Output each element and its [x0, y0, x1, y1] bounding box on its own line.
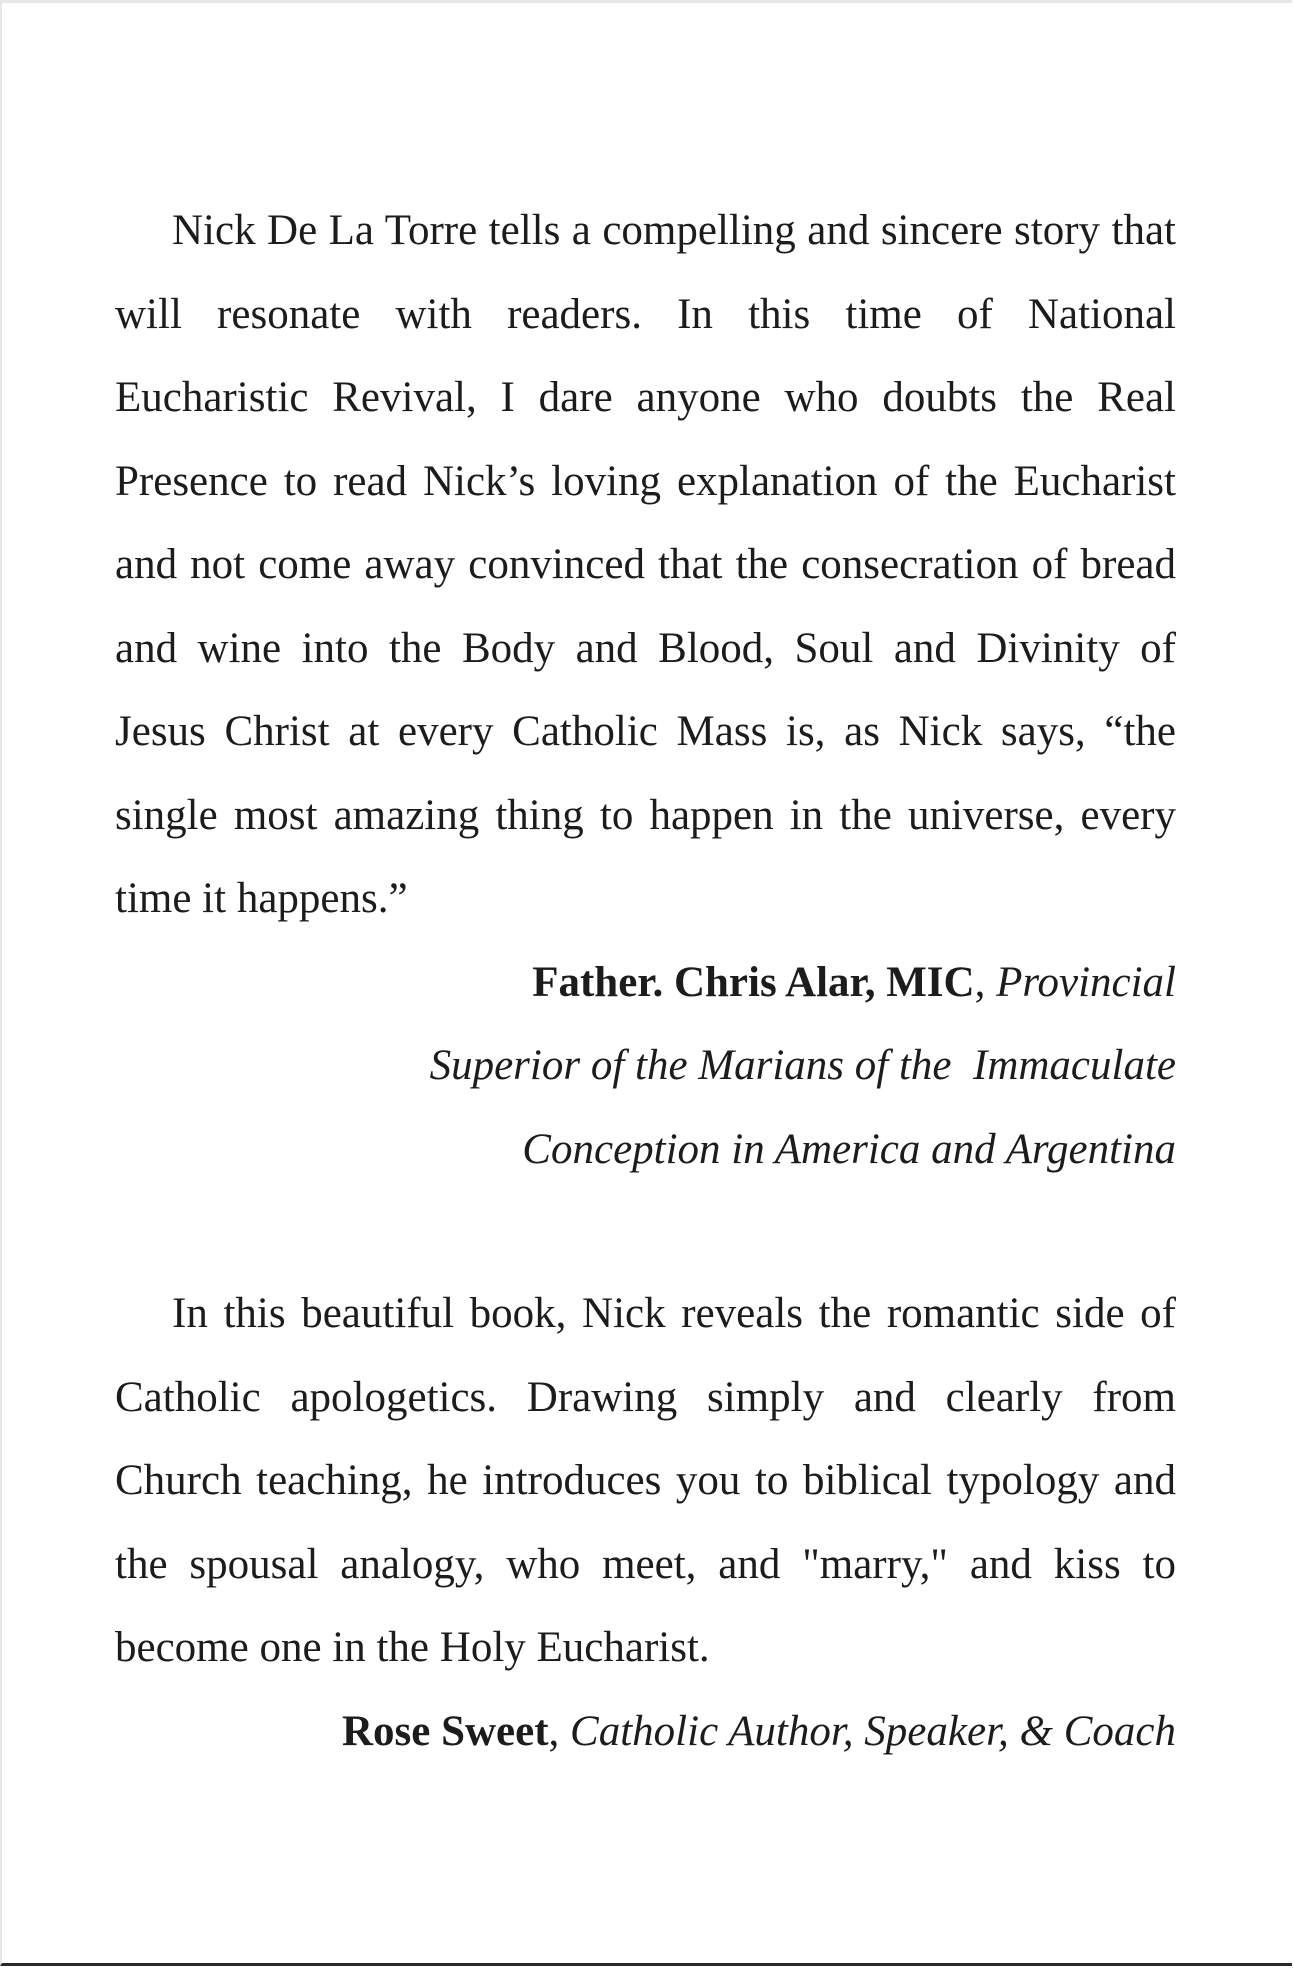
endorsement-text: Nick De La Torre tells a compelling and sincere story that will resonate with readers. In this time of National Eucharistic Revival, I dare anyone who doubts the Real Presence to read Nick’s loving explanation of the Eucharist and not come away convinced that the consecration of bread and wine into the Body and Blood, Soul and Divinity of Jesus Christ at every Catholic Mass is, as Nick says, “the single most amazing thing to happen in the universe, every time it happens.” [115, 207, 1176, 922]
endorsement-2 [115, 1272, 1176, 1773]
endorser-name: Rose Sweet [341, 1707, 549, 1755]
endorser-name: Father. Chris Alar, MIC [532, 958, 975, 1006]
endorser-role: Conception in America and Argentina [522, 1125, 1176, 1173]
endorsement-attribution: Rose Sweet, Catholic Author, Speaker, & Coach [341, 1707, 1176, 1755]
endorsement-1 [115, 189, 1176, 1191]
endorser-role: Superior of the Marians of the Immaculate [429, 1042, 1176, 1089]
endorser-role: Catholic Author, Speaker, & Coach [570, 1707, 1176, 1755]
endorser-role: Provincial [996, 958, 1176, 1006]
endorsement-text: In this beautiful book, Nick reveals the romantic side of Catholic apologetics. Drawing simply and clearly from Church teaching, he introduces you to biblical typology and the spousal analogy, who meet, and "marry," and kiss to become one in the Holy Eucharist. [115, 1290, 1176, 1671]
endorsement-attribution [115, 941, 1176, 1192]
attribution-line-1: Father. Chris Alar, MIC, Provincial [532, 958, 1176, 1006]
